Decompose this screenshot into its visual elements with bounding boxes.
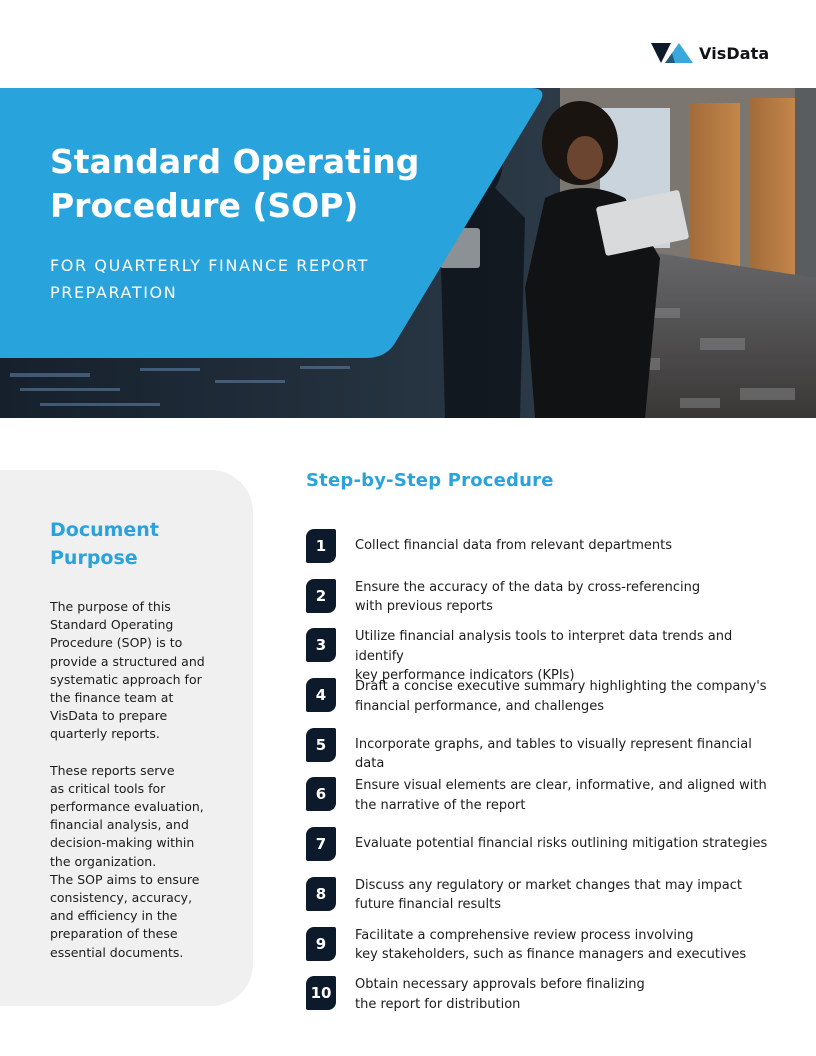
step-number-badge: 4 (306, 678, 336, 712)
step-number-badge: 8 (306, 877, 336, 911)
step-number-badge: 3 (306, 628, 336, 662)
step-text: Facilitate a comprehensive review process involving key stakeholders, such as finance managers and executives (355, 927, 747, 962)
step-number-badge: 9 (306, 927, 336, 961)
step-number-badge: 6 (306, 777, 336, 811)
step-number-badge: 10 (306, 976, 336, 1010)
step-item (306, 826, 786, 876)
step-item (306, 876, 786, 926)
steps-heading: Step-by-Step Procedure (306, 470, 554, 491)
step-item (306, 578, 786, 628)
step-number-badge: 7 (306, 827, 336, 861)
step-text: Utilize financial analysis tools to interpret data trends and identify key performance indicators (KPIs) (355, 629, 733, 684)
step-text: Discuss any regulatory or market changes that may impact future financial results (355, 877, 743, 913)
purpose-title: Document Purpose (50, 519, 159, 569)
step-item (306, 776, 786, 826)
step-text: Ensure the accuracy of the data by cross-referencing with previous reports (355, 579, 701, 615)
steps-list (306, 528, 786, 1025)
step-item (306, 677, 786, 727)
brand-logo[interactable] (651, 42, 769, 64)
page-subtitle: FOR QUARTERLY FINANCE REPORT PREPARATION (50, 256, 370, 302)
visdata-logo-icon (651, 43, 693, 63)
step-item (306, 926, 786, 976)
step-text: Evaluate potential financial risks outlining mitigation strategies (355, 836, 768, 852)
step-number-badge: 2 (306, 579, 336, 613)
purpose-paragraph: These reports serve as critical tools for performance evaluation, financial analysis, and decision-making within the organization. The SOP aims to ensure consistency, accuracy, and efficiency in the preparation of these essential documents. (50, 762, 204, 960)
step-number-badge: 1 (306, 529, 336, 563)
purpose-body (50, 598, 210, 962)
step-item (306, 627, 786, 684)
step-text: Draft a concise executive summary highlighting the company's financial performance, and challenges (355, 679, 767, 714)
page-title: Standard Operating Procedure (SOP) (50, 142, 420, 225)
brand-name: VisData (699, 43, 770, 63)
step-text: Obtain necessary approvals before finalizing the report for distribution (355, 977, 645, 1012)
step-number-badge: 5 (306, 728, 336, 762)
step-text: Incorporate graphs, and tables to visually represent financial data (355, 736, 752, 772)
step-item (306, 727, 786, 777)
step-text: Collect financial data from relevant departments (355, 538, 673, 553)
step-item (306, 975, 786, 1025)
hero-banner (0, 88, 560, 358)
purpose-paragraph: The purpose of this Standard Operating Procedure (SOP) is to provide a structured and systematic approach for the finance team at VisData to prepare quarterly reports. (50, 599, 205, 742)
step-text: Ensure visual elements are clear, informative, and aligned with the narrative of the report (355, 778, 767, 813)
step-item (306, 528, 786, 578)
purpose-card (0, 470, 253, 1006)
